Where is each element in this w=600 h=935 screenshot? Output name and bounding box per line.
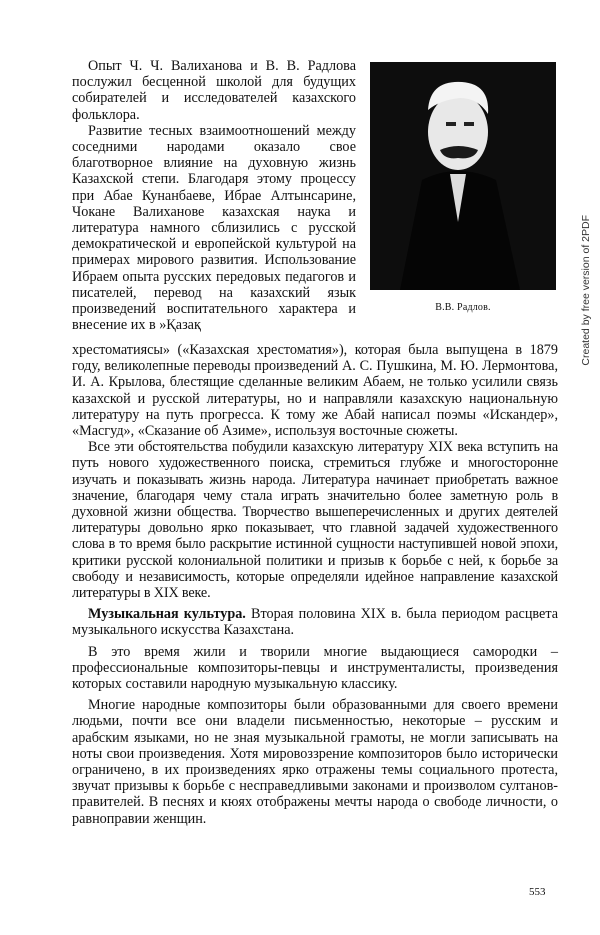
paragraph-6: Многие народные композиторы были образованными для своего времени людьми, почти все они владели письменностью, некоторые – русским и арабским языками, но не зная музыкальной грамоты, не могли записывать на ноты свои произведения. Хотя мировоззрение композиторов было исторически ограничено, в их произведениях ярко отражены темы социального протеста, звучат призывы к борьбе с несправедливыми законами и произволом султанов-правителей. В песнях и кюях отображены мечты народа о свободе личности, о равноправии женщин.	[72, 697, 558, 827]
portrait-figure	[370, 62, 556, 313]
section-heading-music: Музыкальная культура.	[88, 606, 246, 623]
portrait-caption: В.В. Радлов.	[435, 302, 491, 313]
page-number: 553	[529, 886, 546, 898]
paragraph-5: В это время жили и творили многие выдающиеся самородки – профессиональные композиторы-певцы и инструменталисты, произведения которых составили народную музыкальную классику.	[72, 643, 558, 693]
paragraph-3: Все эти обстоятельства побудили казахскую литературу XIX века вступить на путь нового художественного поиска, стремиться глубже и многосторонне изучать и показывать жизнь народа. Литература начинает приобретать важное значение, благодаря чему стала играть значительно более заметную роль в духовной жизни общества. Творчество вышеперечисленных и других деятелей литературы довольно ярко показывает, что главной задачей художественного слова в то время было раскрытие истинной сущности наступившей новой эпохи, критики русской колониальной политики и призыв к борьбе с ней, к борьбе за свободу и независимость, которые определяли идейное направление казахской литературы в XIX веке.	[72, 439, 558, 602]
paragraph-4-text: Вторая половина XIX в. была периодом расцвета музыкального искусства Казахстана.	[72, 606, 558, 639]
full-width-text	[72, 342, 558, 827]
paragraph-2-start: Развитие тесных взаимоотношений между соседними народами оказало свое благотворное влияние на духовную жизнь Казахской степи. Благодаря этому процессу при Абае Кунанбаеве, Ибрае Алтынсарине, Чокане Валиханове казахская наука и литература намного сблизились с русской демократической и европейской культурой на примерах мирового развития. Использование Ибраем опыта русских передовых педагогов и писателей, перевод на казахский язык произведений воспитательного характера и внесение их в »Қазақ	[72, 122, 356, 334]
paragraph-2-end: хрестоматиясы» («Казахская хрестоматия»), которая была выпущена в 1879 году, великолепные переводы произведений А. С. Пушкина, М. Ю. Лермонтова, И. А. Крылова, блестящие сделанные великим Абаем, не только усилили связь казахской и русской литературы, но и направляли казахскую национальную литературу на путь прогресса. К тому же Абай написал поэмы «Искандер», «Масгуд», «Сказание об Азиме», используя восточные сюжеты.	[72, 342, 558, 440]
portrait-photo	[370, 62, 556, 290]
paragraph-4	[72, 606, 558, 638]
left-column	[72, 58, 356, 333]
side-watermark-label: Created by free version of 2PDF	[580, 215, 592, 366]
paragraph-1: Опыт Ч. Ч. Валиханова и В. В. Радлова послужил бесценной школой для будущих собирателей и исследователей казахского фольклора.	[72, 58, 356, 123]
